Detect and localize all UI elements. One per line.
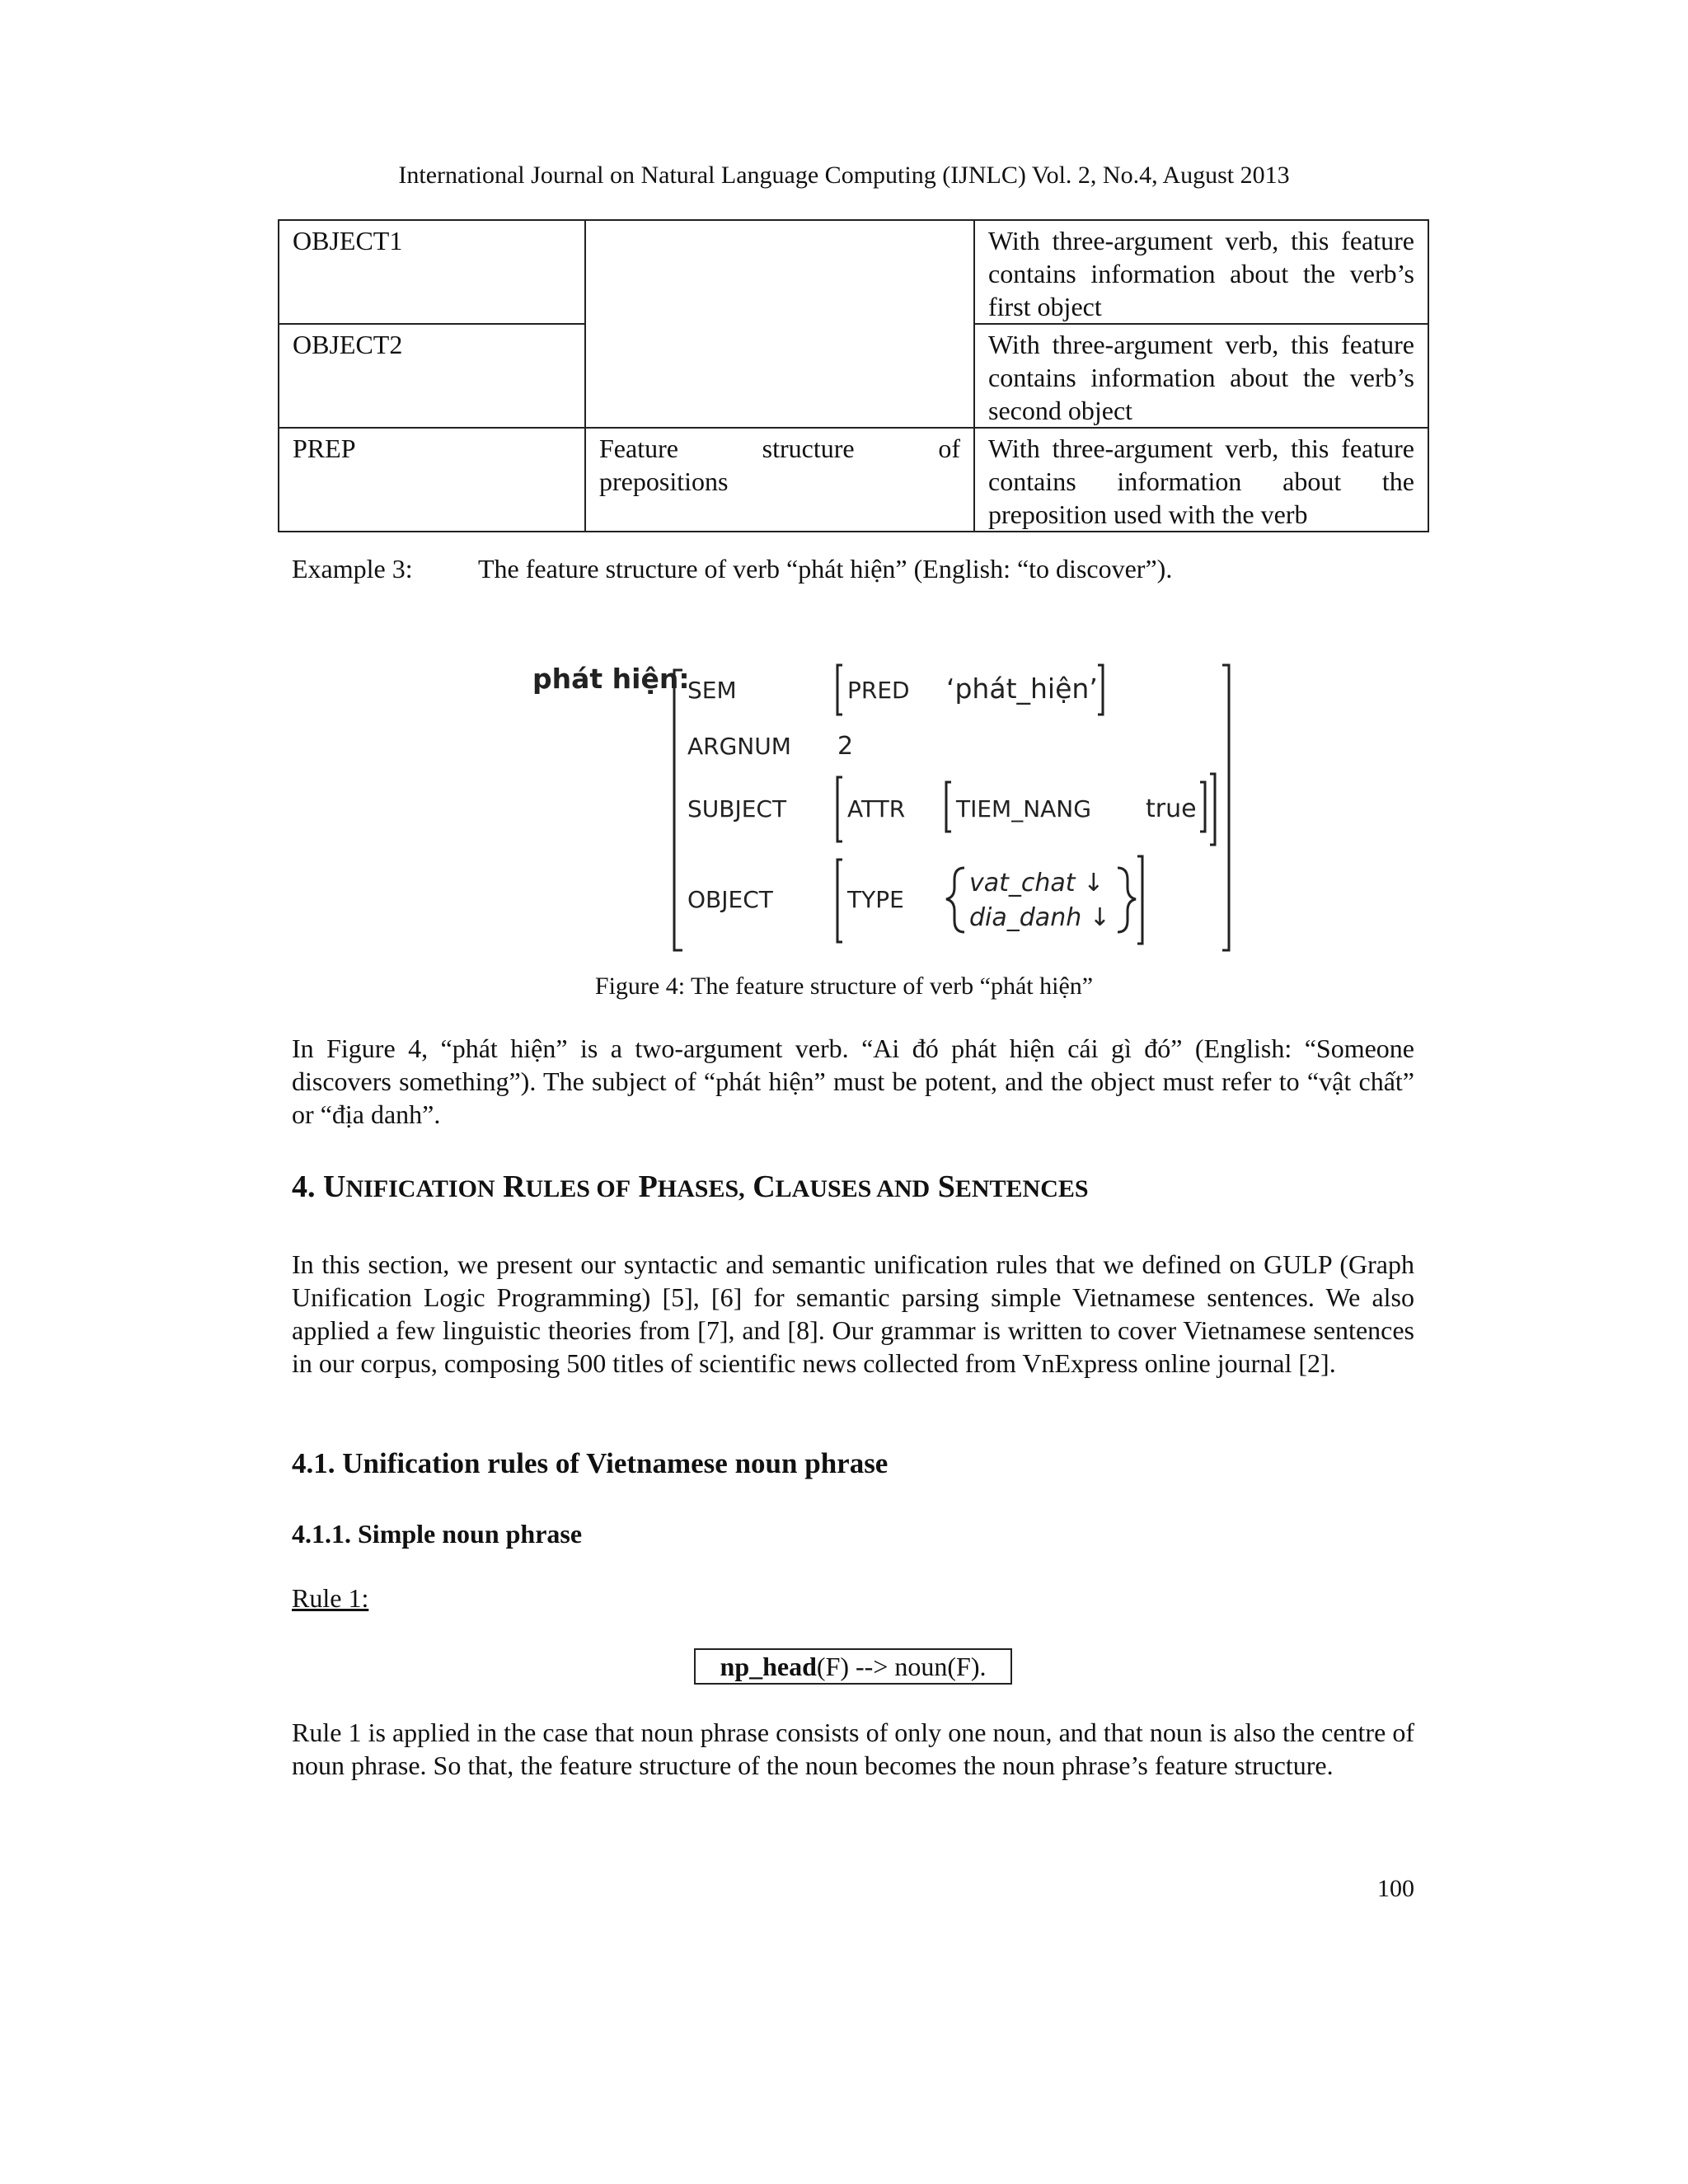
table-cell-feature: PREP: [279, 428, 585, 532]
page-number: 100: [1377, 1875, 1414, 1902]
attr-bracket-right: [1200, 782, 1205, 832]
feature-structure-figure: [528, 655, 1236, 960]
type-value-2: dia_danh ↓: [969, 903, 1110, 932]
pred-value: ‘phát_hiện’: [946, 673, 1098, 705]
object-bracket-left: [837, 860, 842, 942]
type-brace-left: [946, 868, 964, 932]
running-header: International Journal on Natural Language Computing (IJNLC) Vol. 2, No.4, August 2013: [398, 162, 1290, 189]
subject-bracket-left: [837, 777, 842, 841]
outer-bracket-left: [674, 670, 682, 950]
feature-table: [278, 219, 1429, 532]
argnum-value: 2: [837, 732, 854, 761]
rule-box: [694, 1648, 1012, 1685]
sem-bracket-left: [837, 665, 842, 715]
example-text: The feature structure of verb “phát hiện” (English: “to discover”).: [478, 554, 1173, 583]
table-cell-feature: OBJECT1: [279, 220, 585, 324]
table-row: [279, 220, 1428, 324]
type-brace-right: [1118, 868, 1136, 932]
outer-bracket-right: [1222, 665, 1229, 950]
table-cell-feature: OBJECT2: [279, 324, 585, 428]
table-cell-value: [585, 428, 974, 532]
table-row: [279, 428, 1428, 532]
subject-bracket-right: [1210, 774, 1215, 845]
paragraph: In this section, we present our syntactic and semantic unification rules that we defined on GULP (Graph Unification Logic Programming) [5], [6] for semantic parsing simple Vietnamese sentences. We also applied a few linguistic theories from [7], and [8]. Our grammar is written to cover Vietnamese sentences in our corpus, composing 500 titles of scientific news collected from VnExpress online journal [2].: [292, 1249, 1414, 1378]
object-bracket-right: [1137, 856, 1142, 944]
example-label: Example 3:: [292, 554, 413, 583]
table-cell-description: With three-argument verb, this feature contains information about the verb’s second object: [974, 324, 1428, 428]
paragraph: In Figure 4, “phát hiện” is a two-argument verb. “Ai đó phát hiện cái gì đó” (English: “Someone discovers something”). The subject of “phát hiện” must be potent, and the object must refer to “vật chất” or “địa danh”.: [292, 1033, 1414, 1129]
paragraph: Rule 1 is applied in the case that noun phrase consists of only one noun, and that noun is also the centre of noun phrase. So that, the feature structure of the noun becomes the noun phrase’s feature structure.: [292, 1718, 1414, 1780]
attr-object: OBJECT: [687, 886, 773, 913]
rule-body: (F) --> noun(F).: [816, 1652, 987, 1681]
table-cell-value: [585, 220, 974, 428]
attr-subject: SUBJECT: [687, 795, 787, 823]
subsubsection-heading: 4.1.1. Simple noun phrase: [292, 1519, 583, 1549]
section-heading: 4. UNIFICATION RULES OF PHASES, CLAUSES AND SENTENCES: [292, 1169, 1089, 1204]
attr-argnum: ARGNUM: [687, 733, 791, 760]
rule-head: np_head: [720, 1652, 817, 1681]
value-line: Feature structure of: [599, 434, 960, 463]
type-value-1: vat_chat ↓: [969, 869, 1104, 898]
figure-caption: Figure 4: The feature structure of verb “phát hiện”: [594, 972, 1094, 1000]
attr-sem: SEM: [687, 677, 737, 704]
rule-label: Rule 1:: [292, 1583, 369, 1613]
value-line: prepositions: [599, 466, 729, 496]
attr-tiem-nang: TIEM_NANG: [956, 795, 1091, 823]
true-value: true: [1146, 794, 1197, 823]
table-cell-description: With three-argument verb, this feature contains information about the preposition used with the verb: [974, 428, 1428, 532]
table-cell-description: With three-argument verb, this feature contains information about the verb’s first object: [974, 220, 1428, 324]
sem-bracket-right: [1098, 665, 1103, 715]
figure-word: phát hiện:: [532, 663, 690, 695]
attr-attr: ATTR: [847, 795, 906, 823]
attr-type: TYPE: [847, 886, 904, 913]
attr-bracket-left: [946, 782, 951, 832]
attr-pred: PRED: [847, 677, 910, 704]
subsection-heading: 4.1. Unification rules of Vietnamese noun phrase: [292, 1447, 889, 1479]
